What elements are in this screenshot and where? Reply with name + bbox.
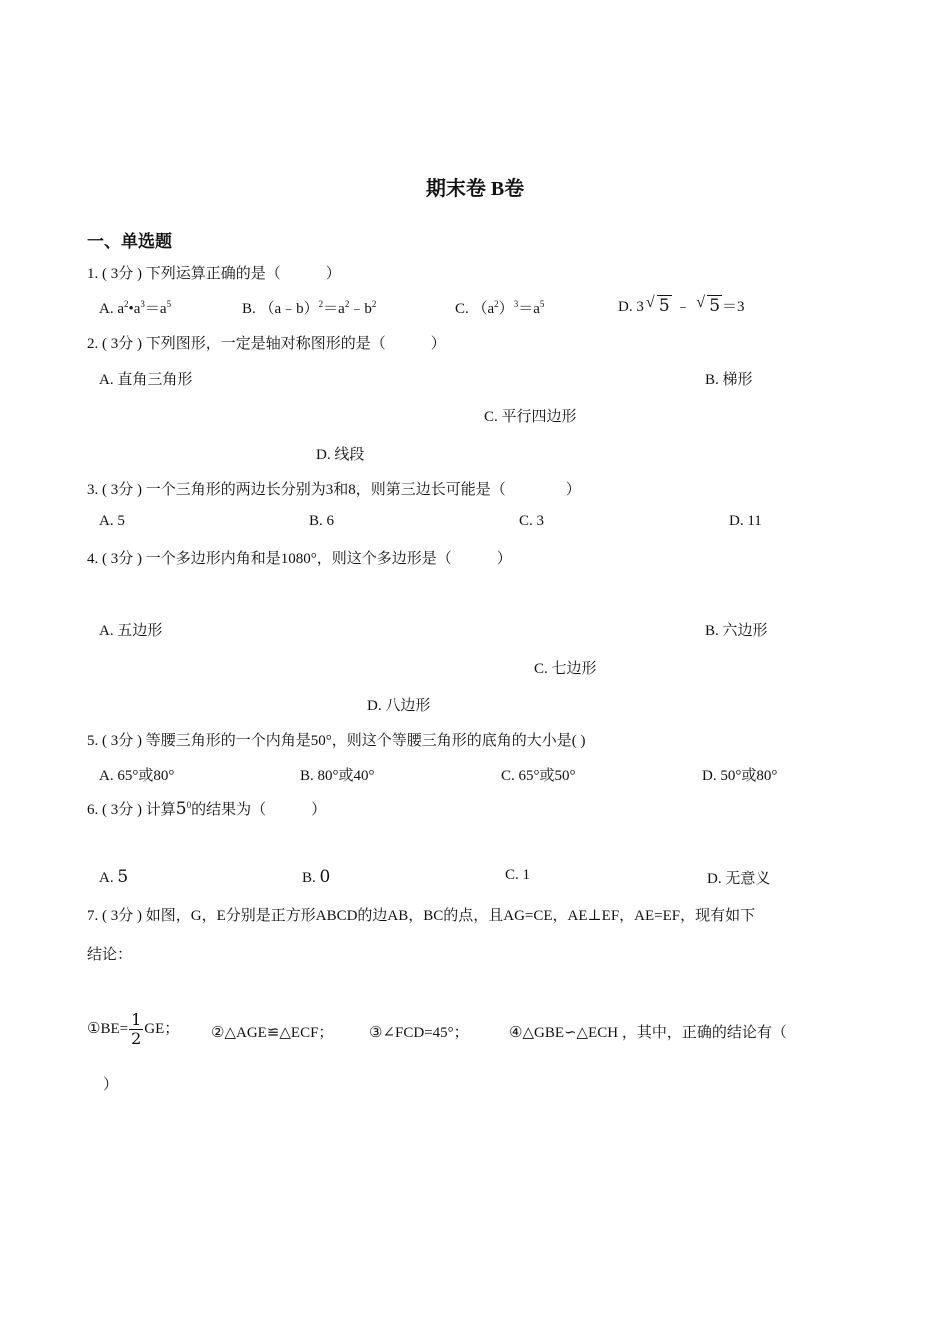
question-7-conclusion-1: ①BE= $\frac{1}{2}$ GE； — [87, 1010, 180, 1048]
question-1-option-b: B. $(a﹣b)^2=a^2﹣b^2$ — [242, 299, 377, 317]
question-7-stem: 7. ( 3分 ) 如图，G，E分别是正方形ABCD的边AB，BC的点，且AG=CE，AE⊥EF，AE=EF，现有如下 — [87, 908, 756, 924]
question-6-option-d: D. 无意义 — [707, 871, 771, 887]
sqrt-symbol: √ 5 — [696, 294, 721, 316]
question-4-option-c: C. 七边形 — [534, 661, 597, 677]
question-2-stem: 2. ( 3分 ) 下列图形，一定是轴对称图形的是（ ） — [87, 336, 446, 352]
section-heading: 一、单选题 — [87, 232, 172, 251]
question-3-option-d: D. 11 — [729, 513, 762, 529]
question-1-stem: 1. ( 3分 ) 下列运算正确的是（ ） — [87, 266, 341, 282]
question-2-option-a: A. 直角三角形 — [99, 372, 193, 388]
fraction: $\frac{1}{2}$ — [131, 1010, 142, 1048]
question-2-option-b: B. 梯形 — [705, 372, 753, 388]
question-3-option-c: C. 3 — [519, 513, 545, 529]
question-6-option-a: A. 5 — [99, 867, 129, 887]
question-7-conclusion-3: ③∠FCD=45°； — [369, 1025, 469, 1041]
question-5-option-d: D. 50°或80° — [702, 768, 778, 784]
question-2-option-c: C. 平行四边形 — [484, 409, 577, 425]
question-3-stem: 3. ( 3分 ) 一个三角形的两边长分别为3和8，则第三边长可能是（ ） — [87, 482, 581, 498]
question-6-stem: 6. ( 3分 ) 计算$5^0$的结果为（ ） — [87, 799, 327, 819]
question-1-option-d: D. 3 √ 5 ﹣ √ 5 ＝3 — [618, 294, 745, 316]
page-title: 期末卷 B卷 — [425, 178, 525, 200]
question-7-closing-paren: ） — [103, 1077, 119, 1093]
question-5-option-a: A. 65°或80° — [99, 768, 175, 784]
question-7-conclusion-2: ②△AGE≌△ECF； — [211, 1025, 334, 1041]
question-4-stem: 4. ( 3分 ) 一个多边形内角和是1080°，则这个多边形是（ ） — [87, 551, 512, 567]
question-6-option-b: B. 0 — [302, 867, 331, 887]
question-5-option-b: B. 80°或40° — [300, 768, 375, 784]
question-4-option-a: A. 五边形 — [99, 623, 163, 639]
question-1-option-a: A. $a^2•a^3=a^5$ — [99, 299, 172, 317]
question-2-option-d: D. 线段 — [316, 447, 365, 463]
sqrt-symbol: √ 5 — [645, 294, 670, 316]
question-7-conclusion-4: ④△GBE∽△ECH ，其中，正确的结论有（ — [509, 1025, 787, 1041]
question-6-option-c: C. 1 — [505, 867, 531, 883]
question-3-option-b: B. 6 — [309, 513, 335, 529]
question-4-option-d: D. 八边形 — [367, 698, 431, 714]
question-4-option-b: B. 六边形 — [705, 623, 768, 639]
question-1-option-c: C. $(a^2)^3=a^5$ — [455, 299, 545, 317]
question-5-option-c: C. 65°或50° — [501, 768, 576, 784]
question-5-stem: 5. ( 3分 ) 等腰三角形的一个内角是50°，则这个等腰三角形的底角的大小是( ) — [87, 733, 586, 749]
question-7-stem-continued: 结论： — [87, 947, 133, 963]
question-3-option-a: A. 5 — [99, 513, 125, 529]
